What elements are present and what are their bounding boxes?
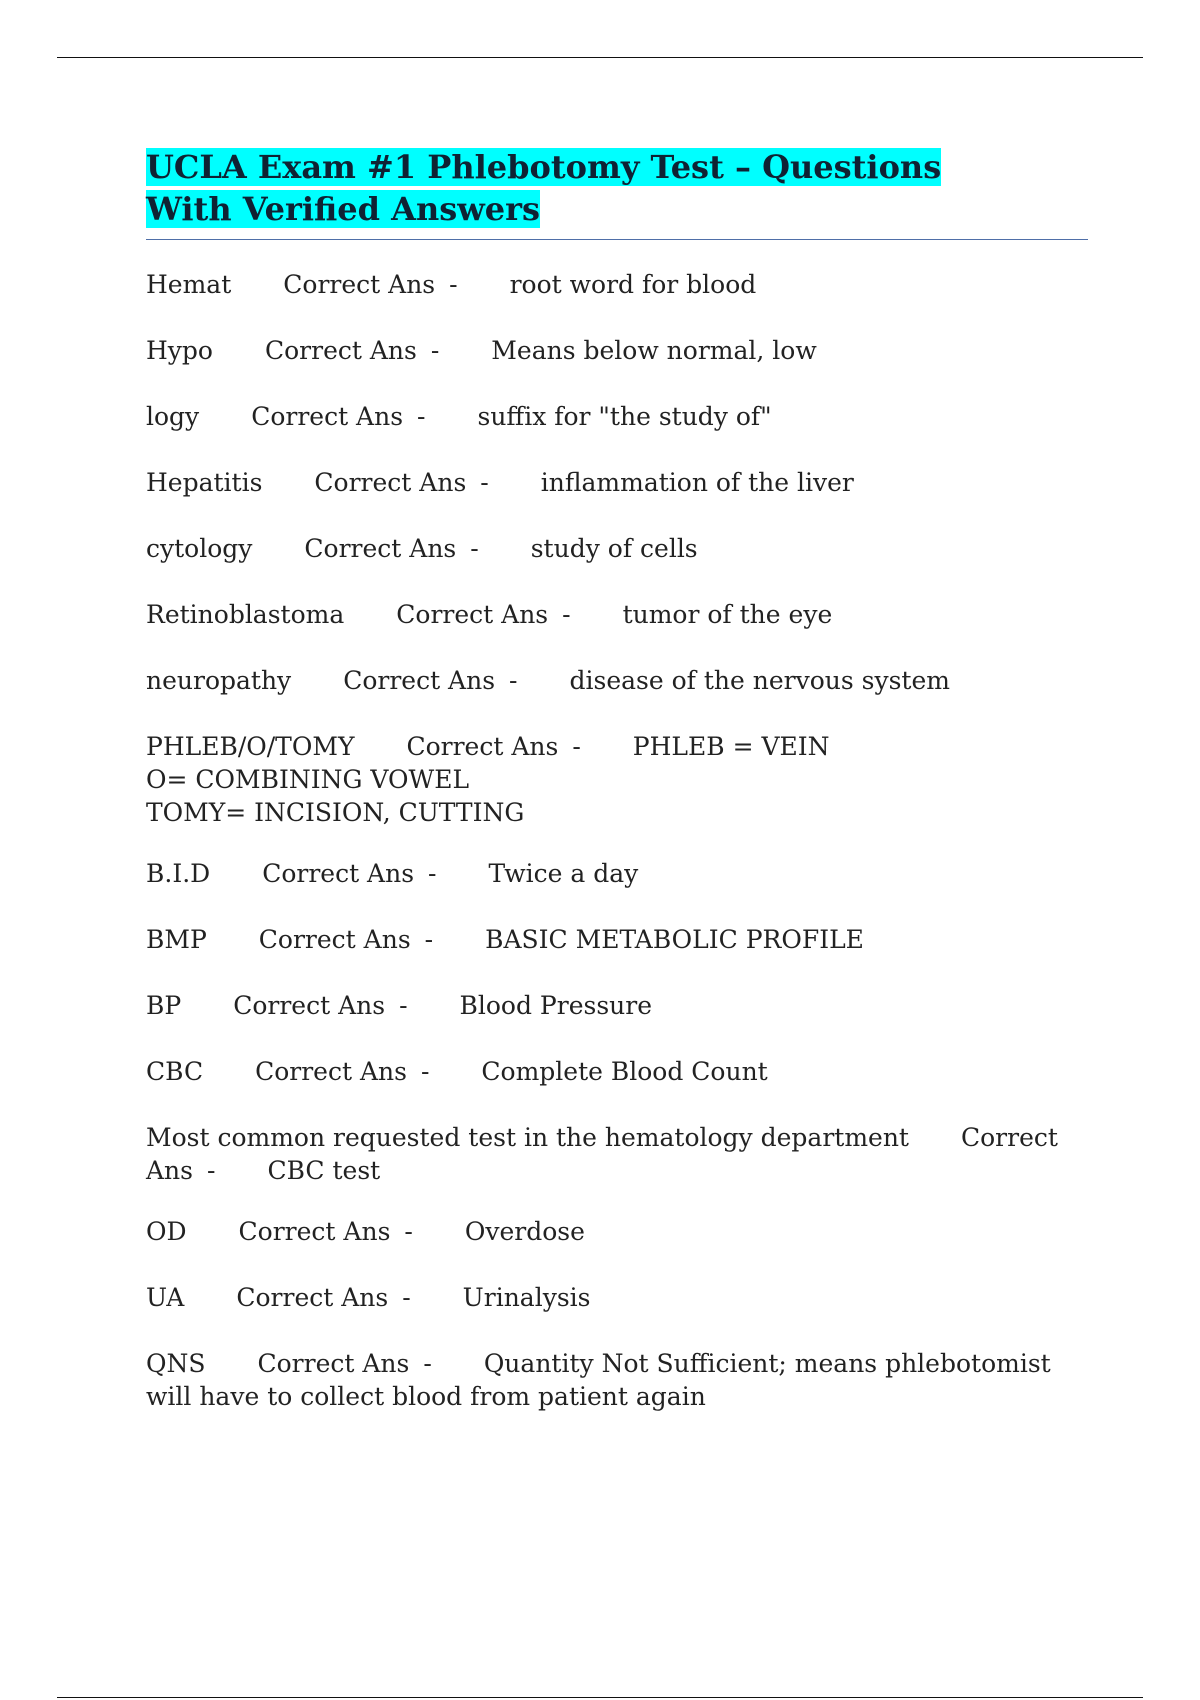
qa-answer: PHLEB = VEIN O= COMBINING VOWEL TOMY= INCISION, CUTTING [146,732,830,827]
qa-dash: - [430,336,440,365]
qa-term: logy [146,402,200,431]
qa-item [146,989,1088,1022]
qa-answer: study of cells [530,534,698,563]
qa-item [146,923,1088,956]
qa-label: Correct Ans [406,732,559,761]
qa-term: neuropathy [146,666,292,695]
title-block [146,146,1088,240]
qa-term: Hypo [146,336,213,365]
qa-answer: Twice a day [488,859,639,888]
document-title-text: UCLA Exam #1 Phlebotomy Test – Questions With Verified Answers [146,148,942,228]
qa-dash: - [207,1156,216,1185]
qa-label: Correct Ans [146,1123,1058,1185]
qa-dash: - [509,666,518,695]
qa-term: Retinoblastoma [146,600,345,629]
qa-answer: Means below normal, low [491,336,817,365]
qa-item [146,1281,1088,1314]
qa-term: Hepatitis [146,468,263,497]
qa-item [146,857,1088,890]
qa-item [146,400,1088,433]
qa-answer: Blood Pressure [459,991,653,1020]
qa-item [146,532,1088,565]
qa-dash: - [562,600,571,629]
qa-term: cytology [146,534,253,563]
qa-label: Correct Ans [283,270,436,299]
qa-term: OD [146,1217,187,1246]
qa-item [146,598,1088,631]
qa-label: Correct Ans [233,991,386,1020]
qa-term: B.I.D [146,859,211,888]
qa-dash: - [399,991,408,1020]
qa-item [146,1121,1088,1187]
qa-label: Correct Ans [257,1349,410,1378]
qa-item [146,334,1088,367]
qa-dash: - [404,1217,413,1246]
qa-label: Correct Ans [238,1217,391,1246]
qa-dash: - [424,925,434,954]
qa-dash: - [402,1283,411,1312]
qa-dash: - [470,534,479,563]
qa-dash: - [428,859,437,888]
qa-dash: - [423,1349,432,1378]
qa-term: QNS [146,1349,206,1378]
document-body [146,146,1088,1441]
qa-answer: Quantity Not Sufficient; means phlebotomist will have to collect blood from patient again [146,1349,1051,1411]
qa-item [146,730,1088,829]
qa-answer: Overdose [464,1217,585,1246]
qa-answer: root word for blood [509,270,757,299]
qa-label: Correct Ans [251,402,404,431]
qa-item [146,1055,1088,1088]
qa-term: BMP [146,925,207,954]
qa-label: Correct Ans [236,1283,389,1312]
qa-item [146,268,1088,301]
qa-dash: - [449,270,458,299]
qa-term: Most common requested test in the hematology department [146,1123,909,1152]
qa-term: UA [146,1283,185,1312]
qa-item [146,1215,1088,1248]
qa-dash: - [420,1057,430,1086]
qa-answer: tumor of the eye [622,600,833,629]
qa-label: Correct Ans [304,534,457,563]
qa-term: Hemat [146,270,232,299]
qa-label: Correct Ans [314,468,467,497]
qa-dash: - [480,468,489,497]
qa-label: Correct Ans [264,336,417,365]
qa-label: Correct Ans [343,666,496,695]
qa-label: Correct Ans [258,925,411,954]
qa-term: PHLEB/O/TOMY [146,732,355,761]
qa-answer: Complete Blood Count [481,1057,768,1086]
qa-answer: BASIC METABOLIC PROFILE [485,925,864,954]
qa-item [146,1347,1088,1413]
qa-term: CBC [146,1057,204,1086]
qa-label: Correct Ans [255,1057,407,1086]
document-title [146,146,1006,230]
qa-item [146,664,1088,697]
page-top-rule [57,57,1143,58]
qa-answer: CBC test [267,1156,381,1185]
qa-label: Correct Ans [396,600,549,629]
qa-label: Correct Ans [262,859,415,888]
qa-answer: inflammation of the liver [540,468,854,497]
qa-answer: disease of the nervous system [569,666,950,695]
qa-dash: - [572,732,581,761]
qa-answer: Urinalysis [462,1283,591,1312]
qa-dash: - [417,402,426,431]
qa-term: BP [146,991,182,1020]
qa-item [146,466,1088,499]
qa-answer: suffix for "the study of" [477,402,772,431]
page-bottom-rule [57,1697,1143,1698]
